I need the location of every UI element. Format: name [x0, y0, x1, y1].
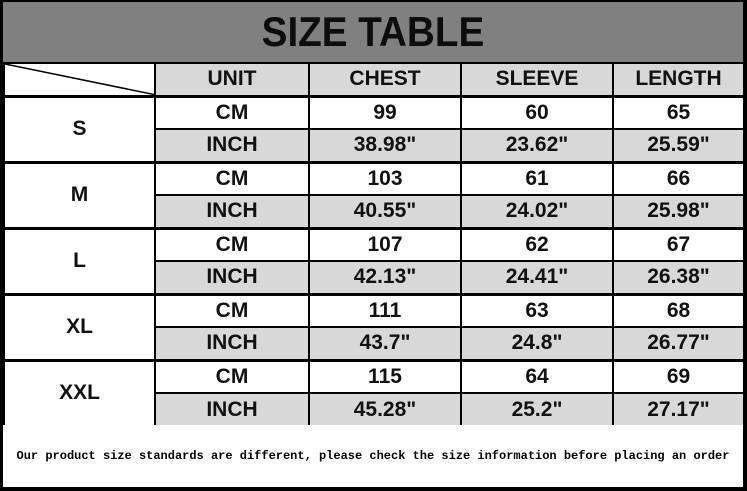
value-cell: 25.98" — [613, 195, 744, 228]
value-cell: 43.7" — [309, 327, 461, 360]
value-cell: 24.8" — [461, 327, 613, 360]
value-cell: 68 — [613, 294, 744, 327]
table-row — [4, 294, 744, 327]
value-cell: 45.28" — [309, 393, 461, 426]
unit-cell: CM — [155, 360, 309, 393]
value-cell: 60 — [461, 96, 613, 129]
size-label-s: S — [4, 96, 155, 162]
value-cell: 69 — [613, 360, 744, 393]
unit-cell: CM — [155, 162, 309, 195]
note-band — [3, 425, 743, 487]
size-label-m: M — [4, 162, 155, 228]
unit-cell: CM — [155, 228, 309, 261]
value-cell: 40.55" — [309, 195, 461, 228]
value-cell: 38.98" — [309, 129, 461, 162]
size-disclaimer: Our product size standards are different, please check the size information before placing an order — [16, 449, 730, 463]
value-cell: 63 — [461, 294, 613, 327]
title-band — [3, 2, 743, 62]
unit-cell: INCH — [155, 195, 309, 228]
value-cell: 64 — [461, 360, 613, 393]
table-row — [4, 228, 744, 261]
unit-cell: INCH — [155, 327, 309, 360]
column-header-chest: CHEST — [309, 63, 461, 96]
unit-cell: CM — [155, 96, 309, 129]
value-cell: 23.62" — [461, 129, 613, 162]
page-title: SIZE TABLE — [261, 8, 485, 55]
table-header-row — [4, 63, 744, 96]
size-label-xl: XL — [4, 294, 155, 360]
value-cell: 27.17" — [613, 393, 744, 426]
value-cell: 24.41" — [461, 261, 613, 294]
table-row — [4, 96, 744, 129]
size-label-xxl: XXL — [4, 360, 155, 426]
value-cell: 25.2" — [461, 393, 613, 426]
column-header-sleeve: SLEEVE — [461, 63, 613, 96]
value-cell: 103 — [309, 162, 461, 195]
table-row — [4, 360, 744, 393]
value-cell: 26.38" — [613, 261, 744, 294]
column-header-unit: UNIT — [155, 63, 309, 96]
value-cell: 25.59" — [613, 129, 744, 162]
value-cell: 61 — [461, 162, 613, 195]
value-cell: 67 — [613, 228, 744, 261]
value-cell: 26.77" — [613, 327, 744, 360]
size-table — [3, 62, 745, 427]
unit-cell: CM — [155, 294, 309, 327]
value-cell: 115 — [309, 360, 461, 393]
corner-cell — [4, 63, 155, 96]
diagonal-line-icon — [5, 64, 154, 95]
value-cell: 62 — [461, 228, 613, 261]
unit-cell: INCH — [155, 129, 309, 162]
column-header-length: LENGTH — [613, 63, 744, 96]
value-cell: 24.02" — [461, 195, 613, 228]
unit-cell: INCH — [155, 393, 309, 426]
value-cell: 99 — [309, 96, 461, 129]
unit-cell: INCH — [155, 261, 309, 294]
value-cell: 107 — [309, 228, 461, 261]
value-cell: 65 — [613, 96, 744, 129]
value-cell: 111 — [309, 294, 461, 327]
value-cell: 42.13" — [309, 261, 461, 294]
table-row — [4, 162, 744, 195]
size-label-l: L — [4, 228, 155, 294]
value-cell: 66 — [613, 162, 744, 195]
